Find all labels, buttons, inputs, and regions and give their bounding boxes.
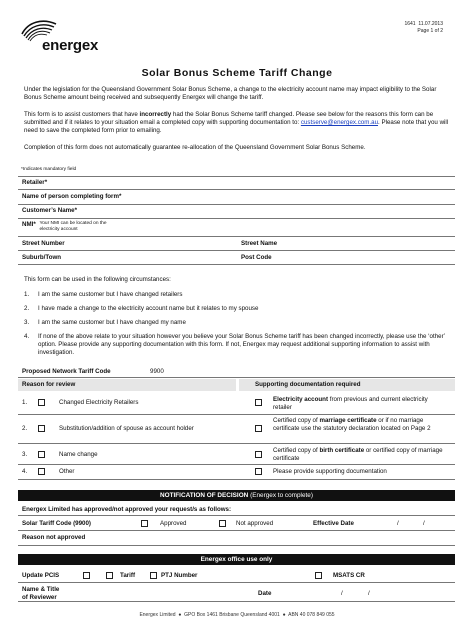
row-divider [18,479,455,480]
purpose-text-3: had the Solar Bonus Scheme tariff changed. Please see below for the reasons this form can be submitted and if it relates to your situation email a completed copy with supporting documentation to: [24,111,434,126]
reason-num: 1. [22,399,28,406]
effective-date-label: Effective Date [313,520,354,527]
footer-bullet: ● [178,612,182,618]
reason-checkbox[interactable] [38,468,45,475]
reason-text: Changed Electricity Retailers [59,399,139,406]
footer-address: GPO Box 1461 Brisbane Queensland 4001 [184,612,280,618]
purpose-paragraph [24,111,454,135]
footer [0,612,474,618]
street-field[interactable] [18,250,455,251]
reason-num: 2. [22,425,28,432]
docs-text-extra: or certified copy of marriage certificate [273,447,443,462]
not-approved-label: Not approved [236,520,274,527]
decision-banner [18,490,455,501]
completion-note: Completion of this form does not automatically guarantee re-allocation of the Queensland Government Solar Bonus Scheme. [24,144,366,151]
office-use-banner: Energex office use only [18,554,455,565]
doc-number-date [404,21,443,28]
reason-not-approved-label: Reason not approved [22,534,86,541]
circumstance-num: 3. [24,319,30,326]
circumstances-intro: This form can be used in the following circumstances: [24,276,171,283]
energex-logo [20,20,120,56]
update-pcis-checkbox[interactable] [83,572,90,579]
reason-not-approved-field[interactable] [18,545,455,546]
docs-text-rest: Certified copy of [273,447,320,454]
street-name-label: Street Name [241,240,278,247]
page-title: Solar Bonus Scheme Tariff Change [141,67,333,79]
retailer-field[interactable] [18,189,455,190]
docs-text-extra: or if no marriage certificate use the statutory declaration located on Page 2 [273,417,431,432]
logo-text: energex [42,37,99,54]
circumstance-text: I am the same customer but I have changed retailers [38,291,183,298]
effective-date-field[interactable] [18,530,455,531]
purpose-text-1: This form is to assist customers that have [24,111,140,118]
docs-checkbox[interactable] [255,468,262,475]
docs-text [273,417,448,433]
field-divider [18,176,455,177]
office-date-label: Date [258,590,272,597]
page-number: Page 1 of 2 [417,27,443,34]
office-divider [18,582,455,583]
tariff-code-value: 9900 [150,368,164,375]
date-separator: / [423,520,425,527]
purpose-text-4: . Please note that you will need to save the completed form prior to emailing. [24,118,449,134]
docs-text-rest: from previous and current electricity retailer [273,396,428,411]
mandatory-note: *Indicates mandatory field [21,167,77,172]
reason-checkbox[interactable] [38,451,45,458]
docs-text-bold: Electricity account [273,396,329,403]
ptj-checkbox[interactable] [150,572,157,579]
name-title-label: Name & Title [22,586,60,593]
circumstance-text: I am the same customer but I have changed my name [38,319,186,326]
person-completing-field[interactable] [18,204,455,205]
date-separator: / [341,590,343,597]
reason-checkbox[interactable] [38,399,45,406]
circumstance-num: 1. [24,291,30,298]
docs-checkbox[interactable] [255,451,262,458]
suburb-postcode-field[interactable] [18,264,455,265]
approved-checkbox[interactable] [141,520,148,527]
ptj-number-label: PTJ Number [161,572,198,579]
decision-banner-title: NOTIFICATION OF DECISION [160,492,249,499]
tariff-divider [18,377,455,378]
postcode-label: Post Code [241,254,272,261]
footer-bullet: ● [282,612,286,618]
docs-checkbox[interactable] [255,399,262,406]
row-divider [18,443,455,444]
tariff-code-label: Proposed Network Tariff Code [22,368,111,375]
reviewer-label [22,586,59,602]
street-number-label: Street Number [22,240,65,247]
retailer-label: Retailer* [22,179,48,186]
nmi-field[interactable] [18,236,455,237]
not-approved-checkbox[interactable] [219,520,226,527]
docs-column-header: Supporting documentation required [255,381,361,388]
reviewer-field[interactable] [18,601,455,602]
nmi-row [22,221,459,233]
approved-label: Approved [160,520,187,527]
reason-num: 3. [22,451,28,458]
doc-number: 1641 [404,21,416,27]
row-divider [18,464,455,465]
customer-name-label: Customer’s Name* [22,207,78,214]
circumstance-text: If none of the above relate to your situation however you believe your Solar Bonus Scheme tariff has been changed incorrectly, please use the ‘other’ option. Please provide any supporting documentation with this form. If not, Energex may request additional supporting information to assist with investigation. [38,333,446,356]
docs-text: Please provide supporting documentation [273,468,387,475]
footer-company: Energex Limited [139,612,176,618]
decision-banner-note: (Energex to complete) [248,492,313,499]
date-separator: / [397,520,399,527]
reason-checkbox[interactable] [38,425,45,432]
docs-text [273,396,448,412]
footer-abn: ABN 40 078 849 055 [288,612,335,618]
decision-divider [18,515,455,516]
circumstance-num: 2. [24,305,30,312]
reason-text: Name change [59,451,98,458]
docs-text-rest: Certified copy of [273,417,320,424]
docs-text-bold: birth certificate [319,447,365,454]
tariff-label: Tariff [120,572,136,579]
person-completing-label: Name of person completing form* [22,193,122,200]
update-pcis-label: Update PCIS [22,572,60,579]
nmi-label: NMI* [22,221,36,228]
docs-checkbox[interactable] [255,425,262,432]
intro-paragraph: Under the legislation for the Queensland Government Solar Bonus Scheme, a change to the electricity account name may impact eligibility to the Solar Bonus Scheme amount being received and subsequently Energex will change the tariff. [24,86,437,101]
msats-cr-label: MSATS CR [333,572,365,579]
nmi-hint: Your NMI can be located on the electricity account [39,221,107,233]
of-reviewer-label: of Reviewer [22,593,57,601]
date-separator: / [368,590,370,597]
reason-text: Substitution/addition of spouse as account holder [59,425,194,432]
email-link[interactable]: custserve@energex.com.au [300,118,379,126]
doc-date: 11.07.2013 [418,21,443,27]
circumstance-text: I have made a change to the electricity account name but it relates to my spouse [38,305,259,312]
solar-tariff-label: Solar Tariff Code (9900) [22,520,91,527]
reason-column-header: Reason for review [22,381,76,388]
tariff-checkbox[interactable] [106,572,113,579]
decision-statement: Energex Limited has approved/not approved your request/s as follows: [22,506,232,513]
suburb-label: Suburb/Town [22,254,62,261]
reason-text: Other [59,468,75,475]
row-divider [18,414,455,415]
docs-text [273,447,448,463]
docs-text-bold: marriage certificate [319,417,377,424]
purpose-text-bold: incorrectly [139,111,172,118]
circumstance-num: 4. [24,333,30,340]
document-id [404,21,443,34]
customer-name-field[interactable] [18,218,455,219]
msats-checkbox[interactable] [315,572,322,579]
reason-num: 4. [22,468,28,475]
